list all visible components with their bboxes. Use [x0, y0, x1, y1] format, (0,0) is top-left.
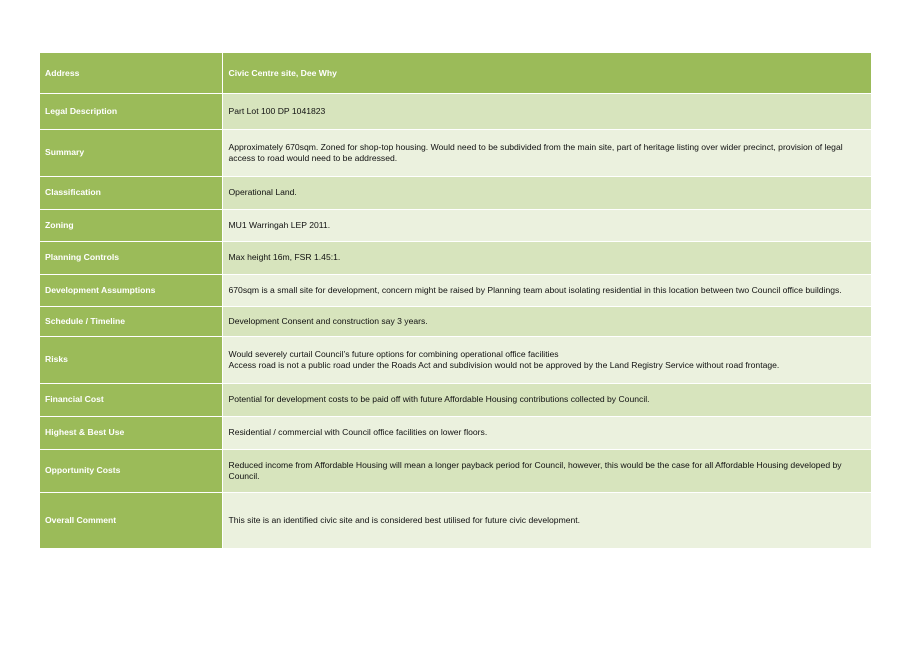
row-value: Approximately 670sqm. Zoned for shop-top housing. Would need to be subdivided from the main site, part of heritage listing over wider precinct, provision of legal access to road would need to be addressed. — [222, 129, 871, 176]
row-classification — [40, 176, 871, 209]
row-value: Residential / commercial with Council office facilities on lower floors. — [222, 416, 871, 449]
row-zoning — [40, 209, 871, 241]
risk-line: Access road is not a public road under the Roads Act and subdivision would not be approved by the Land Registry Service without road frontage. — [228, 359, 780, 370]
row-highest-best-use — [40, 416, 871, 449]
row-label: Opportunity Costs — [40, 449, 222, 492]
row-value: Potential for development costs to be paid off with future Affordable Housing contributions collected by Council. — [222, 383, 871, 416]
row-planning-controls — [40, 241, 871, 274]
row-value: Operational Land. — [222, 176, 871, 209]
row-summary — [40, 129, 871, 176]
row-label: Planning Controls — [40, 241, 222, 274]
row-value: Civic Centre site, Dee Why — [222, 53, 871, 93]
row-label: Legal Description — [40, 93, 222, 129]
site-assessment-table-container — [40, 53, 871, 549]
row-legal-description — [40, 93, 871, 129]
row-overall-comment — [40, 492, 871, 548]
row-value: Reduced income from Affordable Housing will mean a longer payback period for Council, however, this would be the case for all Affordable Housing developed by Council. — [222, 449, 871, 492]
row-label: Schedule / Timeline — [40, 306, 222, 336]
row-label: Address — [40, 53, 222, 93]
risk-line: Would severely curtail Council’s future options for combining operational office facilities — [228, 349, 559, 359]
row-value: Development Consent and construction say 3 years. — [222, 306, 871, 336]
row-label: Development Assumptions — [40, 274, 222, 306]
row-address — [40, 53, 871, 93]
site-assessment-table — [40, 53, 871, 549]
row-schedule-timeline — [40, 306, 871, 336]
row-label: Risks — [40, 336, 222, 383]
row-value: Max height 16m, FSR 1.45:1. — [222, 241, 871, 274]
row-opportunity-costs — [40, 449, 871, 492]
row-label: Highest & Best Use — [40, 416, 222, 449]
row-development-assumptions — [40, 274, 871, 306]
row-label: Overall Comment — [40, 492, 222, 548]
row-value: This site is an identified civic site and is considered best utilised for future civic development. — [222, 492, 871, 548]
row-value — [222, 336, 871, 383]
row-risks — [40, 336, 871, 383]
row-label: Classification — [40, 176, 222, 209]
row-financial-cost — [40, 383, 871, 416]
row-value: Part Lot 100 DP 1041823 — [222, 93, 871, 129]
row-label: Financial Cost — [40, 383, 222, 416]
row-label: Summary — [40, 129, 222, 176]
row-value: MU1 Warringah LEP 2011. — [222, 209, 871, 241]
row-value: 670sqm is a small site for development, concern might be raised by Planning team about isolating residential in this location between two Council office buildings. — [222, 274, 871, 306]
row-label: Zoning — [40, 209, 222, 241]
